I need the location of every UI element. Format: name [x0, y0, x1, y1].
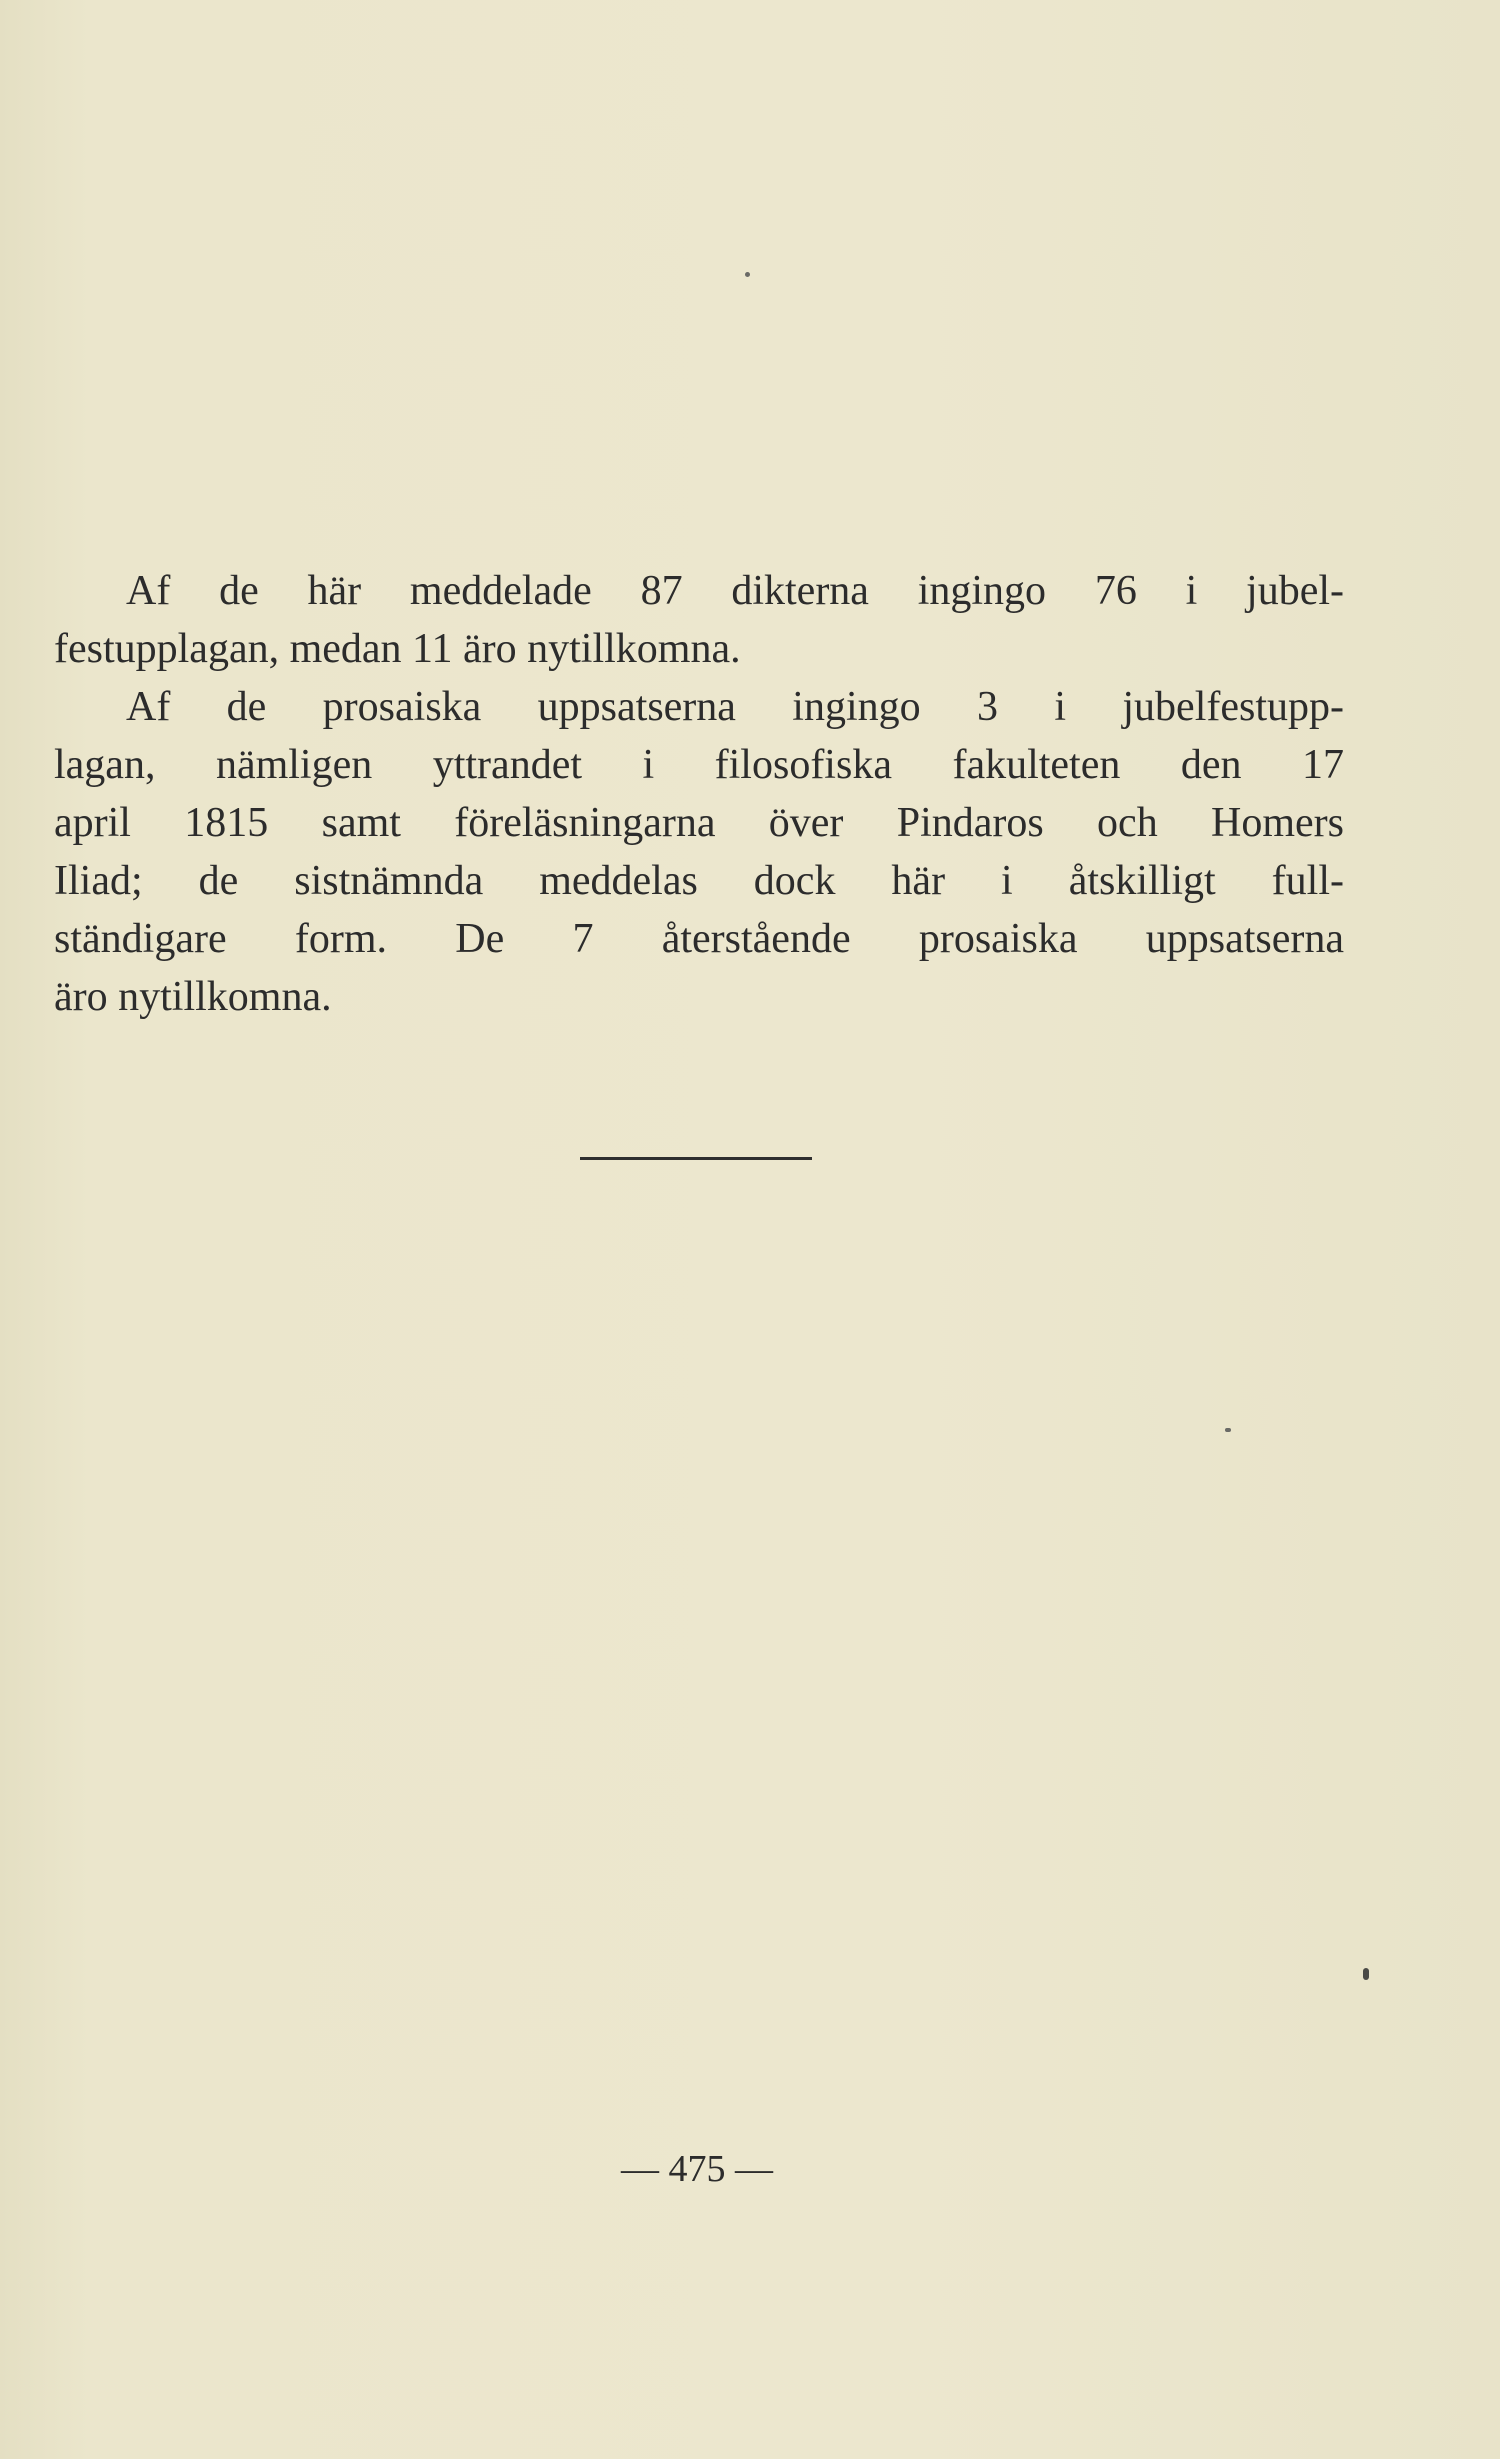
- text-line: Iliad; de sistnämnda meddelas dock här i åtskilligt full-: [54, 858, 1344, 904]
- paragraph-poems: [54, 562, 1344, 678]
- text-line: festupplagan, medan 11 äro nytillkomna.: [54, 626, 741, 672]
- text-line: Af de här meddelade 87 dikterna ingingo 76 i jubel-: [126, 568, 1344, 614]
- text-line: äro nytillkomna.: [54, 974, 332, 1020]
- text-line: lagan, nämligen yttrandet i filosofiska fakulteten den 17: [54, 742, 1344, 788]
- ink-speck: [1363, 1968, 1369, 1980]
- text-line: ständigare form. De 7 återstående prosaiska uppsatserna: [54, 916, 1344, 962]
- ink-speck: [1225, 1428, 1231, 1432]
- text-line: april 1815 samt föreläsningarna över Pindaros och Homers: [54, 800, 1344, 846]
- page-number: — 475 —: [621, 2148, 773, 2190]
- ink-speck: [745, 272, 750, 277]
- body-text: [54, 562, 1344, 1026]
- paragraph-prose: [54, 678, 1344, 1026]
- text-line: Af de prosaiska uppsatserna ingingo 3 i jubelfestupp-: [126, 684, 1344, 730]
- section-divider: [580, 1157, 812, 1160]
